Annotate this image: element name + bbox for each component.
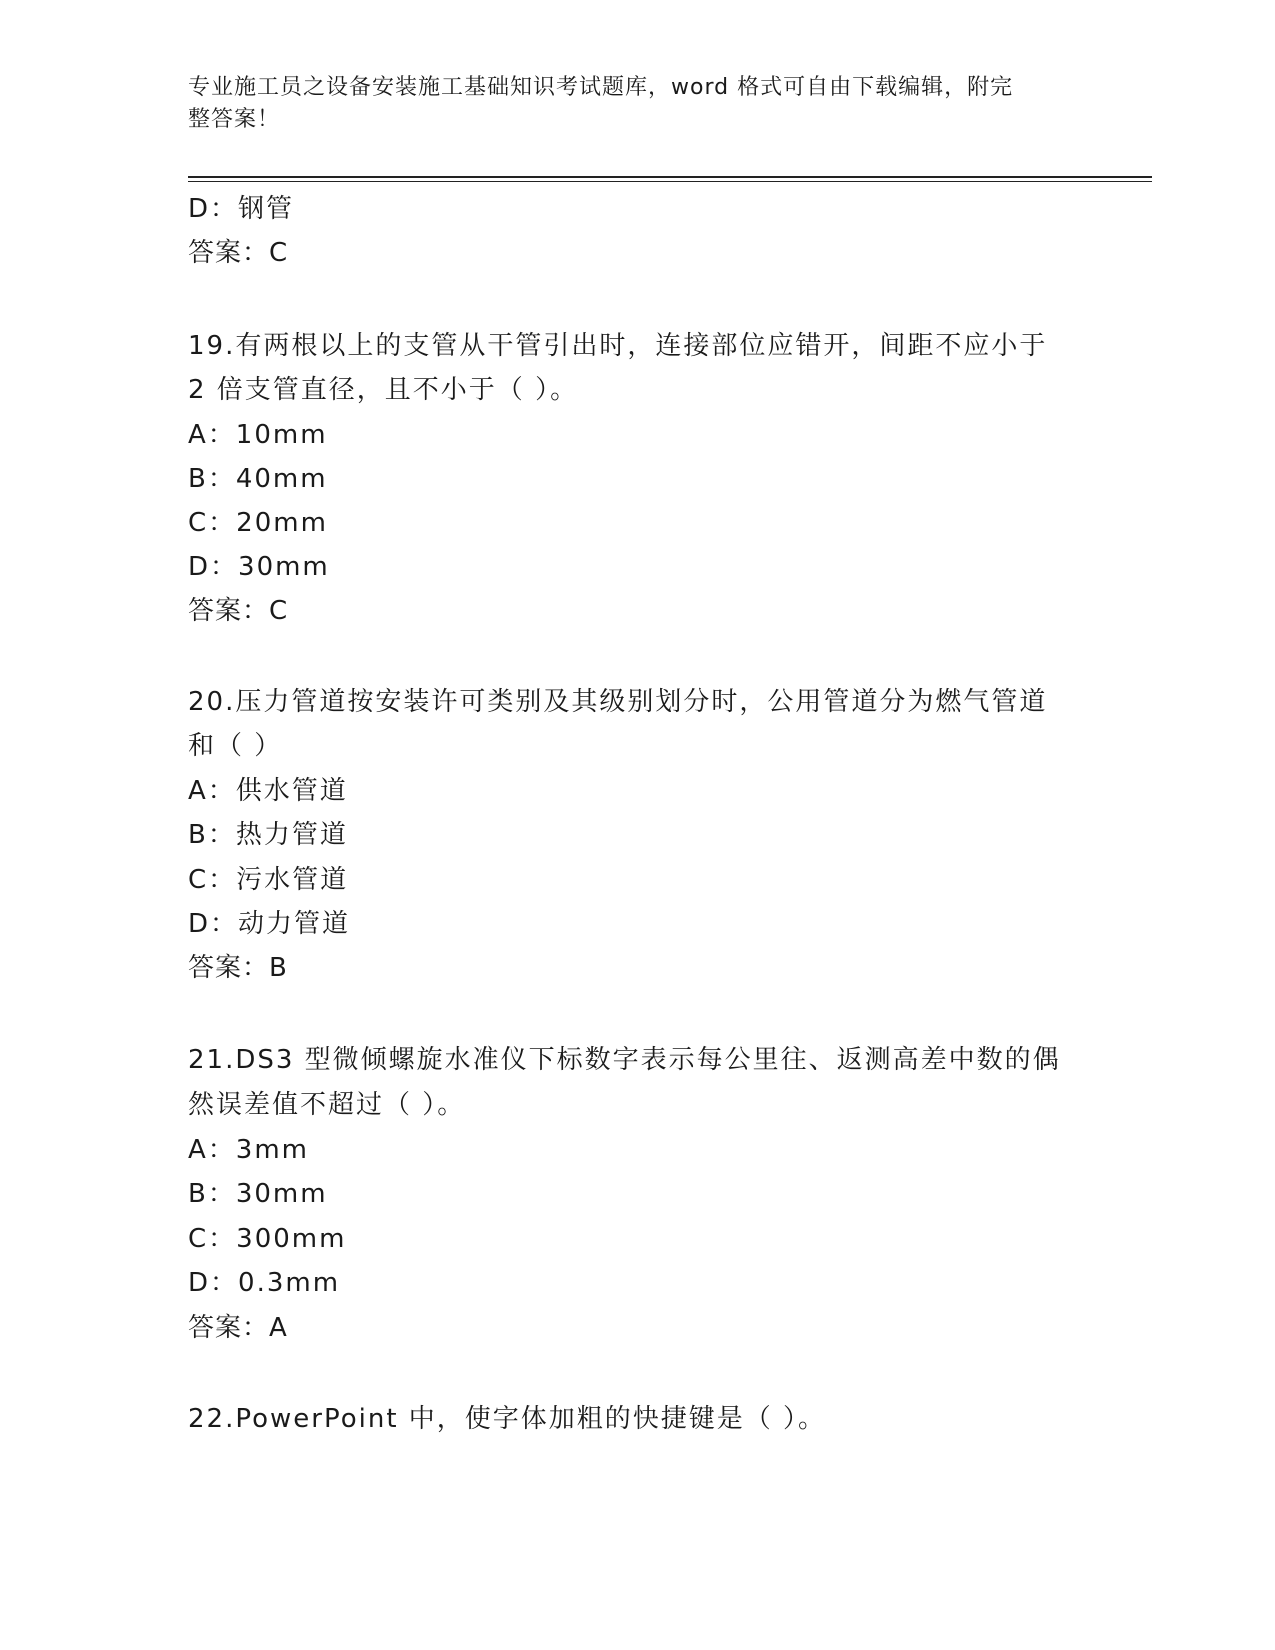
q21-stem-line-2: 然误差值不超过（ ）。 (188, 1090, 466, 1120)
q19-option-c: C：20mm (188, 508, 328, 538)
q20-option-d: D：动力管道 (188, 909, 351, 939)
header-rule-thick (188, 176, 1152, 178)
header-line-2: 整答案！ (188, 107, 281, 132)
q20-option-a: A：供水管道 (188, 776, 348, 806)
q20-option-c: C：污水管道 (188, 865, 349, 895)
q21-option-c: C：300mm (188, 1224, 347, 1254)
q20-stem-line-2: 和（ ） (188, 731, 283, 761)
q19-stem-line-2: 2 倍支管直径，且不小于（ ）。 (188, 375, 579, 405)
q20-stem-line-1: 20.压力管道按安装许可类别及其级别划分时，公用管道分为燃气管道 (188, 687, 1048, 717)
q22-stem-line-1: 22.PowerPoint 中，使字体加粗的快捷键是（ ）。 (188, 1404, 827, 1434)
q21-option-d: D：0.3mm (188, 1268, 341, 1298)
q19-answer: 答案：C (188, 596, 289, 626)
q21-option-a: A：3mm (188, 1135, 309, 1165)
q20-option-b: B：热力管道 (188, 820, 348, 850)
q20-answer: 答案：B (188, 953, 288, 983)
document-header (188, 72, 1068, 136)
q21-answer: 答案：A (188, 1313, 288, 1343)
q19-stem-line-1: 19.有两根以上的支管从干管引出时，连接部位应错开，间距不应小于 (188, 331, 1048, 361)
q19-option-a: A：10mm (188, 420, 328, 450)
q21-stem-line-1: 21.DS3 型微倾螺旋水准仪下标数字表示每公里往、返测高差中数的偶 (188, 1045, 1061, 1075)
prev-answer: 答案：C (188, 238, 289, 268)
prev-option-d: D：钢管 (188, 194, 295, 224)
header-rule-thin (188, 181, 1152, 182)
q19-option-b: B：40mm (188, 464, 328, 494)
header-line-1: 专业施工员之设备安装施工基础知识考试题库，word 格式可自由下载编辑，附完 (188, 75, 1014, 100)
q21-option-b: B：30mm (188, 1179, 328, 1209)
q19-option-d: D：30mm (188, 552, 330, 582)
